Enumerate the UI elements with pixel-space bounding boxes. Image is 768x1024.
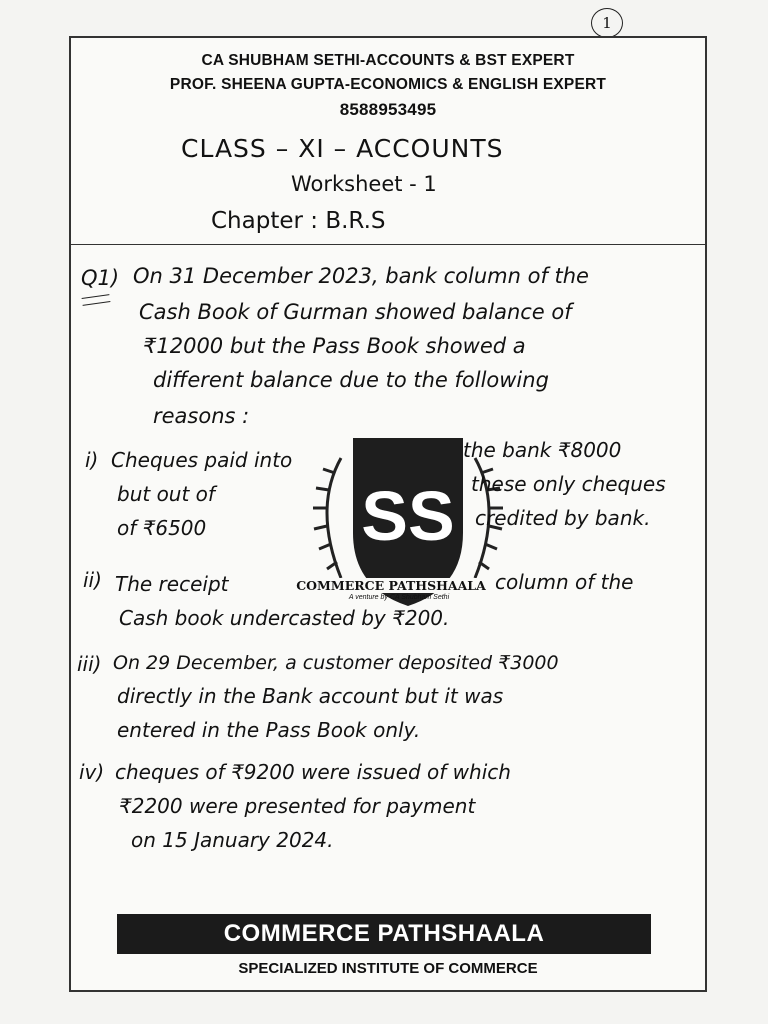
logo-tagline: A venture by CA Shubham Sethi xyxy=(348,594,450,601)
header-teacher-2: PROF. SHEENA GUPTA-ECONOMICS & ENGLISH EXPERT xyxy=(169,76,607,93)
item-marker: i) xyxy=(85,448,99,472)
chapter-title: Chapter : B.R.S xyxy=(211,208,386,234)
header-teacher-1: CA SHUBHAM SETHI-ACCOUNTS & BST EXPERT xyxy=(201,52,575,69)
worksheet-page xyxy=(69,36,707,992)
item-3-line: directly in the Bank account but it was xyxy=(117,684,504,708)
item-1-right-line: credited by bank. xyxy=(475,506,651,530)
logo-name: COMMERCE PATHSHAALA xyxy=(291,578,491,593)
item-2-line: The receipt xyxy=(115,572,229,596)
footer-banner: COMMERCE PATHSHAALA xyxy=(117,914,651,954)
item-1-right-line: the bank ₹8000 xyxy=(463,438,622,462)
footer-tagline: SPECIALIZED INSTITUTE OF COMMERCE xyxy=(238,960,538,977)
item-3-line: entered in the Pass Book only. xyxy=(117,718,421,742)
question-label: Q1) xyxy=(81,266,120,290)
question-intro-line: ₹12000 but the Pass Book showed a xyxy=(143,334,526,358)
item-marker: iv) xyxy=(79,760,105,784)
question-intro-line: On 31 December 2023, bank column of the xyxy=(133,264,589,288)
item-1-right-line: these only cheques xyxy=(471,472,666,496)
worksheet-title: Worksheet - 1 xyxy=(291,172,437,196)
question-label-underline xyxy=(82,294,111,306)
item-2-line: column of the xyxy=(495,570,634,594)
item-4-line: on 15 January 2024. xyxy=(131,828,334,852)
question-intro-line: Cash Book of Gurman showed balance of xyxy=(139,300,572,324)
laurel-left-icon xyxy=(313,458,341,578)
question-intro-line: reasons : xyxy=(153,404,250,428)
question-intro-line: different balance due to the following xyxy=(153,368,549,392)
item-2-line: Cash book undercasted by ₹200. xyxy=(119,606,450,630)
item-1-left-line: Cheques paid into xyxy=(111,448,293,472)
item-3-line: On 29 December, a customer deposited ₹3000 xyxy=(113,652,559,674)
item-4-line: ₹2200 were presented for payment xyxy=(119,794,476,818)
page-number: 1 xyxy=(591,8,623,38)
item-1-left-line: of ₹6500 xyxy=(117,516,207,540)
class-title: CLASS – XI – ACCOUNTS xyxy=(181,134,504,163)
item-marker: iii) xyxy=(77,652,102,676)
logo-monogram: SS xyxy=(361,477,455,555)
item-1-left-line: but out of xyxy=(117,482,215,506)
header-divider xyxy=(71,244,705,245)
item-marker: ii) xyxy=(83,568,102,592)
item-4-line: cheques of ₹9200 were issued of which xyxy=(115,760,511,784)
header-phone: 8588953495 xyxy=(339,100,437,119)
